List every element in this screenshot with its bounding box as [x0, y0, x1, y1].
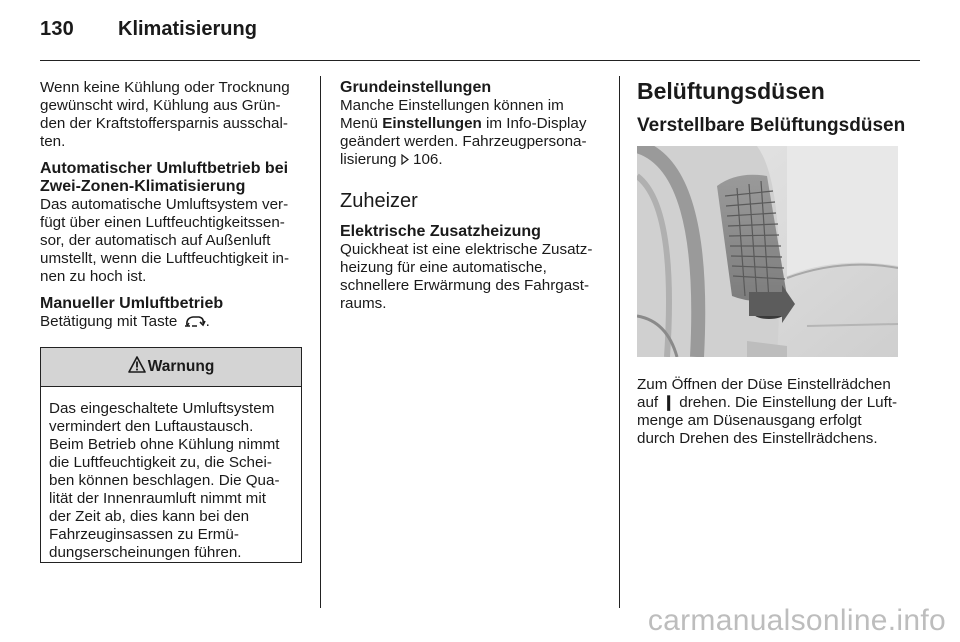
page-number: 130 — [40, 18, 74, 40]
warning-box — [40, 347, 302, 563]
adjustable-vents-heading: Verstellbare Belüftungsdüsen — [637, 115, 906, 136]
column-3 — [637, 79, 917, 137]
manual-recirculation-body: Betätigung mit Taste . — [40, 313, 308, 333]
column-divider-2 — [619, 76, 620, 608]
warning-triangle-icon — [128, 356, 146, 378]
electric-heater-body: Quickheat ist eine elektrische Zusatz- heizung für eine automatische, schnellere Erwärmung des Fahrgast- raums. — [340, 241, 593, 312]
manual-recirculation-heading: Manueller Umluftbetrieb — [40, 295, 224, 312]
settings-menu-term: Einstellungen — [382, 115, 482, 132]
column-divider-1 — [320, 76, 321, 608]
auto-recirculation-heading: Automatischer Umluftbetrieb bei Zwei-Zonen-Klimatisierung — [40, 160, 289, 195]
vent-caption: Zum Öffnen der Düse Einstellrädchen auf ❙ drehen. Die Einstellung der Luft- menge am Düsenausgang erfolgt durch Drehen des Einstellrädchens. — [637, 376, 898, 447]
warning-title: Warnung — [147, 358, 215, 375]
chapter-title: Klimatisierung — [118, 18, 257, 40]
column-1 — [40, 79, 308, 333]
open-position-symbol: ❙ — [662, 394, 676, 411]
header-rule — [40, 60, 920, 61]
heater-heading: Zuheizer — [340, 190, 418, 212]
warning-text: Das eingeschaltete Umluftsystem vermindert den Luftaustausch. Beim Betrieb ohne Kühlung nimmt die Luftfeuchtigkeit zu, die Schei- ben können beschlagen. Die Qua- lität der Innenraumluft nimmt mit der Zeit ab, dies kann bei den Fahrzeuginsassen zu Ermü- dungserscheinungen führen. — [49, 400, 280, 561]
intro-paragraph: Wenn keine Kühlung oder Trocknung gewünscht wird, Kühlung aus Grün- den der Kraftstoffersparnis ausschal- ten. — [40, 79, 290, 150]
auto-recirculation-body: Das automatische Umluftsystem ver- fügt über einen Luftfeuchtigkeitssen- sor, der automatisch auf Außenluft umstellt, wenn die Luftfeuchtigkeit in- nen zu hoch ist. — [40, 196, 290, 285]
watermark: carmanualsonline.info — [647, 604, 946, 637]
warning-header — [41, 348, 301, 387]
column-2 — [340, 79, 608, 313]
page-reference-arrow-icon — [401, 151, 409, 168]
vents-heading: Belüftungsdüsen — [637, 78, 825, 104]
basic-settings-body: Manche Einstellungen können im Menü Einstellungen im Info-Display geändert werden. Fahrzeugpersona- lisierung 106. — [340, 97, 587, 168]
recirculation-icon — [184, 314, 206, 333]
page-header — [40, 18, 920, 48]
page-reference[interactable]: 106. — [413, 151, 443, 168]
basic-settings-heading: Grundeinstellungen — [340, 79, 492, 96]
electric-heater-heading: Elektrische Zusatzheizung — [340, 223, 541, 240]
air-vent-illustration — [637, 146, 898, 357]
